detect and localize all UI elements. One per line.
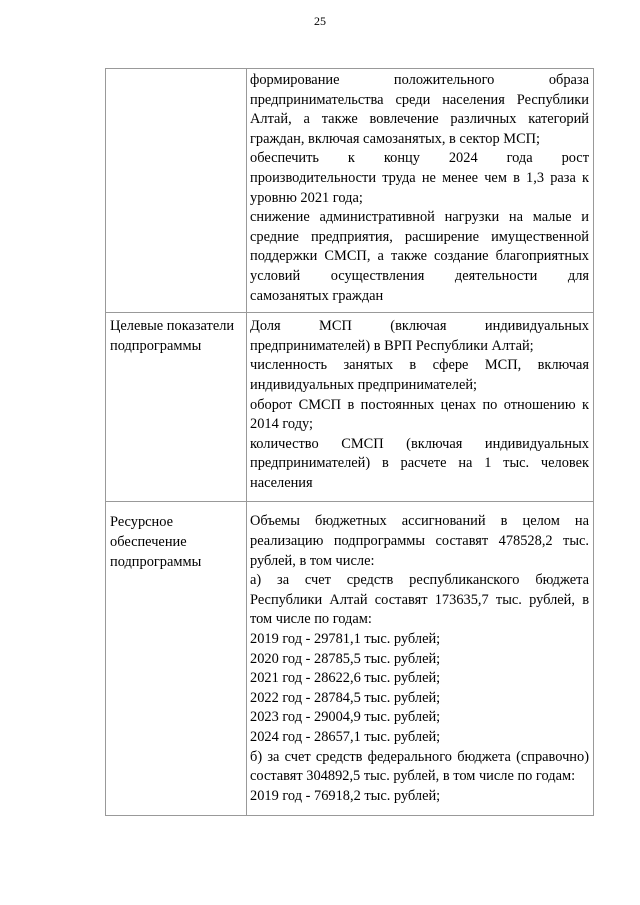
content-paragraph: количество СМСП (включая индивидуальных предпринимателей) в расчете на 1 тыс. человек населения xyxy=(250,435,589,491)
content-paragraph: обеспечить к концу 2024 года рост производительности труда не менее чем в 1,3 раза к уровню 2021 года; xyxy=(250,150,589,206)
content-paragraph: 2019 год - 29781,1 тыс. рублей; xyxy=(250,631,441,648)
content-paragraph: б) за счет средств федерального бюджета (справочно) составят 304892,5 тыс. рублей, в том числе по годам: xyxy=(250,748,589,785)
content-paragraph: Объемы бюджетных ассигнований в целом на реализацию подпрограммы составят 478528,2 тыс. рублей, в том числе: xyxy=(250,513,589,569)
subprogram-passport-table xyxy=(105,68,594,816)
table-row xyxy=(106,502,594,816)
content-paragraph: снижение административной нагрузки на малые и средние предприятия, расширение имущественной поддержки СМСП, а также создание благоприятных условий осуществления деятельности для самозанятых граждан xyxy=(250,209,589,304)
content-paragraph: а) за счет средств республиканского бюджета Республики Алтай составят 173635,7 тыс. рублей, в том числе по годам: xyxy=(250,572,589,628)
table-row xyxy=(106,69,594,313)
row-label-empty xyxy=(106,69,247,313)
page-number: 25 xyxy=(314,14,326,28)
content-paragraph: 2023 год - 29004,9 тыс. рублей; xyxy=(250,709,441,726)
content-paragraph: Доля МСП (включая индивидуальных предпринимателей) в ВРП Республики Алтай; xyxy=(250,318,589,354)
row-label-target-indicators: Целевые показатели подпрограммы xyxy=(106,313,247,502)
content-paragraph: численность занятых в сфере МСП, включая индивидуальных предпринимателей; xyxy=(250,357,589,393)
content-paragraph: формирование положительного образа предпринимательства среди населения Республики Алтай, а также вовлечение различных категорий граждан, включая самозанятых, в сектор МСП; xyxy=(250,72,589,147)
content-paragraph: 2020 год - 28785,5 тыс. рублей; xyxy=(250,650,441,667)
content-paragraph: 2021 год - 28622,6 тыс. рублей; xyxy=(250,670,441,687)
content-paragraph: 2019 год - 76918,2 тыс. рублей; xyxy=(250,787,441,804)
content-paragraph: 2024 год - 28657,1 тыс. рублей; xyxy=(250,729,441,745)
table-row xyxy=(106,313,594,502)
row-label-resource-support: Ресурсное обеспечение подпрограммы xyxy=(106,502,247,816)
content-paragraph: оборот СМСП в постоянных ценах по отношению к 2014 году; xyxy=(250,396,589,433)
row-content-goals xyxy=(247,69,594,313)
row-content-resource-support xyxy=(247,502,594,816)
row-content-target-indicators xyxy=(247,313,594,502)
content-paragraph: 2022 год - 28784,5 тыс. рублей; xyxy=(250,689,441,706)
